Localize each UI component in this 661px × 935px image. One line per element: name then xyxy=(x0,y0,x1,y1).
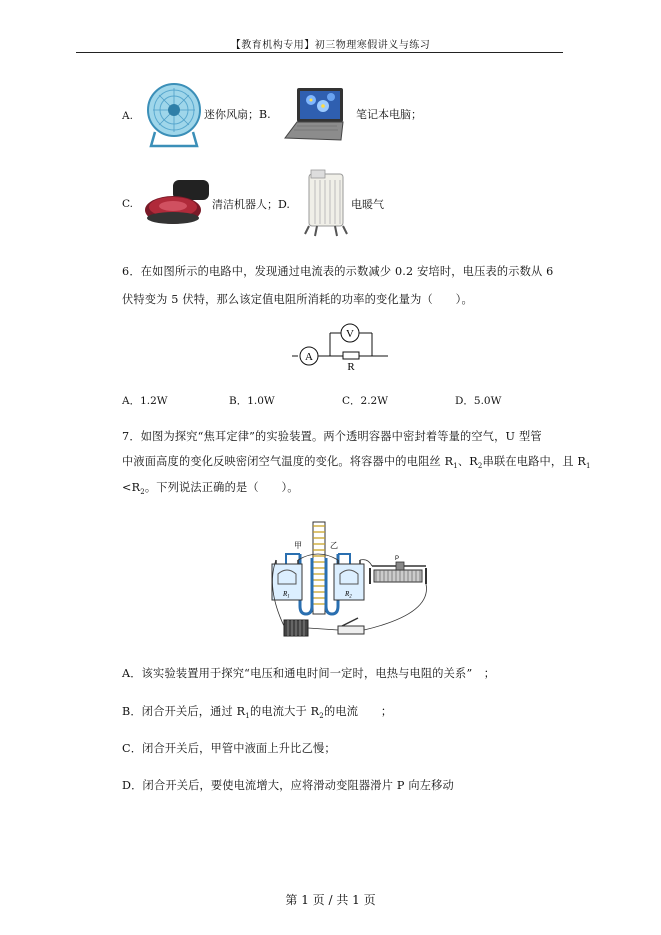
header-divider xyxy=(76,52,563,53)
laptop-image xyxy=(283,86,353,142)
q6-option-a: A．1.2W xyxy=(122,395,168,407)
q7-stem-line-2: 中液面高度的变化反映密闭空气温度的变化。将容器中的电阻丝 $R_1$、$R_2$串联在电路中，且 $R_1$ xyxy=(122,455,591,471)
q7-option-b: B．闭合开关后，通过 $R_1$的电流大于 $R_2$的电流 ； xyxy=(122,705,393,721)
option-a-text: 迷你风扇；B. xyxy=(204,108,271,121)
option-c-letter: C. xyxy=(122,198,133,210)
q6-option-b: B．1.0W xyxy=(229,395,275,407)
option-c-text: 清洁机器人；D. xyxy=(212,198,290,211)
option-b-text: 笔记本电脑； xyxy=(356,108,422,121)
page-header: 【教育机构专用】初三物理寒假讲义与练习 xyxy=(230,40,431,51)
ammeter-label: A xyxy=(305,351,313,363)
tube-yi-label: 乙 xyxy=(330,541,338,550)
option-d-text: 电暖气 xyxy=(351,198,384,211)
q6-circuit-diagram xyxy=(292,322,392,374)
resistor-label: R xyxy=(347,361,355,373)
q6-stem-line-1: 6．在如图所示的电路中，发现通过电流表的示数减少 0.2 安培时，电压表的示数从 6 xyxy=(122,265,554,278)
tube-jia-label: 甲 xyxy=(294,541,302,550)
q7-option-a: A．该实验装置用于探究“电压和通电时间一定时，电热与电阻的关系” ； xyxy=(122,667,496,680)
q7-option-c: C．闭合开关后，甲管中液面上升比乙慢； xyxy=(122,742,336,755)
voltmeter-label: V xyxy=(346,328,354,340)
q6-option-c: C．2.2W xyxy=(342,395,389,407)
q7-stem-line-1: 7．如图为探究“焦耳定律”的实验装置。两个透明容器中密封着等量的空气，U 型管 xyxy=(122,430,542,443)
r2-label: $R_2$ xyxy=(345,590,352,600)
oil-heater-image xyxy=(305,168,347,238)
slider-p-label: P xyxy=(395,556,400,562)
r1-label: $R_1$ xyxy=(283,590,290,600)
q7-stem-line-3: $<R_2$。下列说法正确的是（ ）。 xyxy=(122,481,299,497)
page-footer: 第 1 页 / 共 1 页 xyxy=(285,893,376,907)
joule-law-apparatus-diagram xyxy=(262,518,436,642)
q7-option-d: D．闭合开关后，要使电流增大，应将滑动变阻器滑片 P 向左移动 xyxy=(122,779,454,792)
cleaning-robot-image xyxy=(143,178,213,232)
resistor-symbol xyxy=(343,352,359,359)
q6-option-d: D．5.0W xyxy=(455,395,502,407)
option-a-letter: A. xyxy=(122,110,133,122)
q6-stem-line-2: 伏特变为 5 伏特，那么该定值电阻所消耗的功率的变化量为（ ）。 xyxy=(122,293,473,306)
mini-fan-image xyxy=(145,80,203,148)
